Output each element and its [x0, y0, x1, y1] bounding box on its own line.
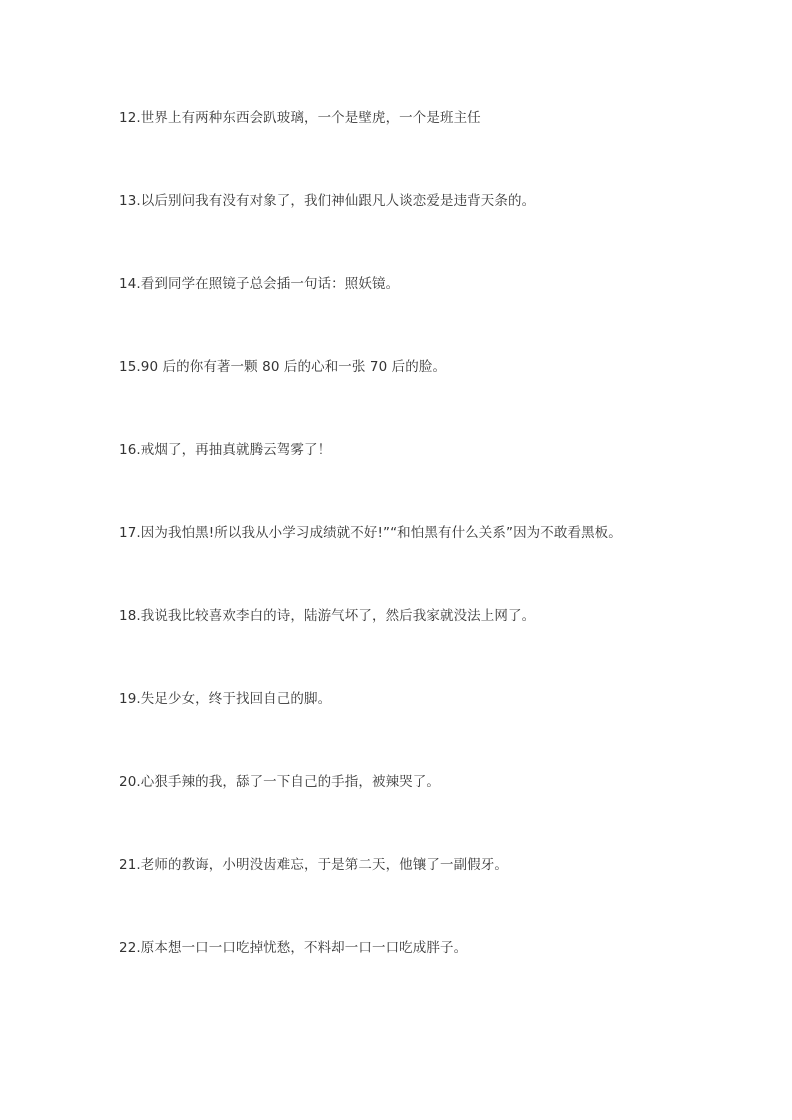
joke-line-12: 12.世界上有两种东西会趴玻璃，一个是壁虎，一个是班主任: [119, 110, 481, 126]
joke-line-13: 13.以后别问我有没有对象了，我们神仙跟凡人谈恋爱是违背天条的。: [119, 193, 536, 209]
joke-line-17: 17.因为我怕黑!所以我从小学习成绩就不好!”“和怕黑有什么关系”因为不敢看黑板。: [119, 525, 622, 541]
joke-line-16: 16.戒烟了，再抽真就腾云驾雾了！: [119, 442, 332, 458]
joke-line-20: 20.心狠手辣的我，舔了一下自己的手指，被辣哭了。: [119, 774, 440, 790]
joke-line-15: 15.90 后的你有著一颗 80 后的心和一张 70 后的脸。: [119, 359, 447, 375]
joke-line-22: 22.原本想一口一口吃掉忧愁，不料却一口一口吃成胖子。: [119, 940, 468, 956]
joke-line-14: 14.看到同学在照镜子总会插一句话：照妖镜。: [119, 276, 400, 292]
joke-line-18: 18.我说我比较喜欢李白的诗，陆游气坏了，然后我家就没法上网了。: [119, 608, 536, 624]
joke-line-21: 21.老师的教诲，小明没齿难忘，于是第二天，他镶了一副假牙。: [119, 857, 508, 873]
joke-line-19: 19.失足少女，终于找回自己的脚。: [119, 691, 332, 707]
